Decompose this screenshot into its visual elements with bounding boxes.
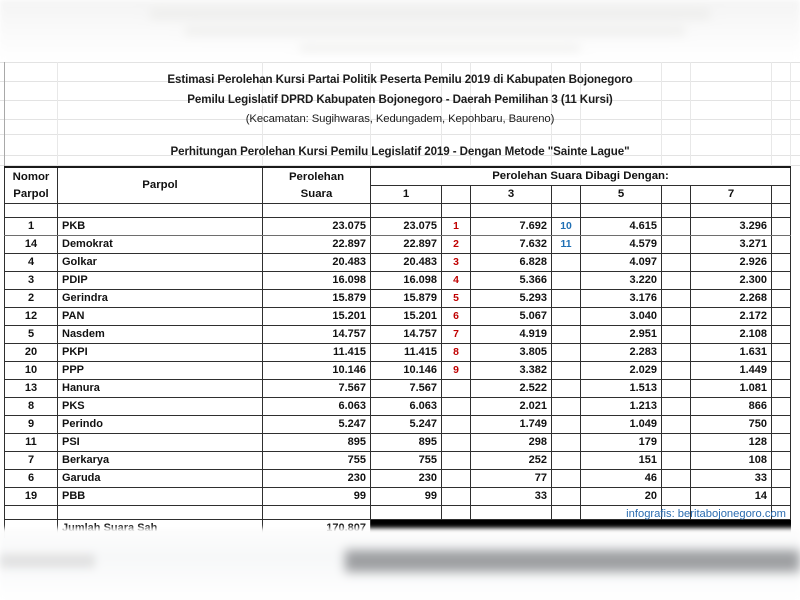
header-divisor-group: Perolehan Suara Dibagi Dengan: bbox=[371, 167, 791, 186]
cell-rank-1 bbox=[442, 398, 471, 416]
header-divisor-7: 7 bbox=[691, 186, 772, 204]
header-nomor-line2: Parpol bbox=[13, 187, 49, 200]
cell-perolehan-suara: 230 bbox=[263, 470, 371, 488]
header-divisor-3: 3 bbox=[471, 186, 552, 204]
cell-rank-3 bbox=[552, 452, 581, 470]
cell-rank-3 bbox=[552, 254, 581, 272]
cell-nomor-parpol: 6 bbox=[5, 470, 58, 488]
cell-divisor-7: 108 bbox=[691, 452, 772, 470]
header-nomor-parpol bbox=[5, 167, 58, 204]
cell-rank-1 bbox=[442, 488, 471, 506]
cell-divisor-7: 2.926 bbox=[691, 254, 772, 272]
cell-parpol-name: Garuda bbox=[58, 470, 263, 488]
cell-divisor-5: 3.220 bbox=[581, 272, 662, 290]
title-block bbox=[0, 62, 800, 166]
cell-perolehan-suara: 6.063 bbox=[263, 398, 371, 416]
cell-nomor-parpol: 4 bbox=[5, 254, 58, 272]
cell-nomor-parpol: 19 bbox=[5, 488, 58, 506]
title-line-4-method: Perhitungan Perolehan Kursi Pemilu Legislatif 2019 - Dengan Metode "Sainte Lague" bbox=[170, 145, 630, 158]
cell-divisor-1: 15.201 bbox=[371, 308, 442, 326]
seat-allocation-table bbox=[4, 166, 791, 538]
header-rank-col-3 bbox=[552, 186, 581, 204]
cell-rank-3 bbox=[552, 326, 581, 344]
header-perolehan-line1: Perolehan bbox=[288, 170, 345, 183]
cell-divisor-1: 99 bbox=[371, 488, 442, 506]
cell-rank-7 bbox=[772, 254, 791, 272]
spacer-cell bbox=[5, 204, 58, 218]
cell-divisor-7: 1.631 bbox=[691, 344, 772, 362]
cell-rank-7 bbox=[772, 272, 791, 290]
cell-rank-5 bbox=[662, 218, 691, 236]
seat-allocation-table-wrapper bbox=[4, 166, 791, 538]
cell-rank-7 bbox=[772, 452, 791, 470]
cell-rank-7 bbox=[772, 308, 791, 326]
cell-parpol-name: Demokrat bbox=[58, 236, 263, 254]
cell-divisor-3: 6.828 bbox=[471, 254, 552, 272]
cell-rank-3: 11 bbox=[552, 236, 581, 254]
cell-rank-7 bbox=[772, 344, 791, 362]
title-line-1: Estimasi Perolehan Kursi Partai Politik Peserta Pemilu 2019 di Kabupaten Bojonegoro bbox=[167, 73, 633, 86]
blurred-bottom-band bbox=[0, 528, 800, 600]
cell-divisor-1: 5.247 bbox=[371, 416, 442, 434]
cell-perolehan-suara: 5.247 bbox=[263, 416, 371, 434]
cell-divisor-3: 3.805 bbox=[471, 344, 552, 362]
cell-divisor-5: 1.213 bbox=[581, 398, 662, 416]
header-rank-col-7 bbox=[772, 186, 791, 204]
header-divisor-1: 1 bbox=[371, 186, 442, 204]
spacer-cell bbox=[371, 204, 442, 218]
cell-rank-3 bbox=[552, 344, 581, 362]
cell-parpol-name: PKB bbox=[58, 218, 263, 236]
cell-rank-3 bbox=[552, 416, 581, 434]
cell-rank-5 bbox=[662, 380, 691, 398]
cell-rank-5 bbox=[662, 488, 691, 506]
cell-rank-1: 1 bbox=[442, 218, 471, 236]
cell-parpol-name: Nasdem bbox=[58, 326, 263, 344]
cell-rank-1: 7 bbox=[442, 326, 471, 344]
cell-rank-1: 9 bbox=[442, 362, 471, 380]
cell-divisor-7: 2.268 bbox=[691, 290, 772, 308]
cell-rank-3 bbox=[552, 272, 581, 290]
header-perolehan-suara bbox=[263, 167, 371, 204]
cell-perolehan-suara: 14.757 bbox=[263, 326, 371, 344]
cell-parpol-name: Gerindra bbox=[58, 290, 263, 308]
cell-rank-5 bbox=[662, 398, 691, 416]
table-row bbox=[5, 290, 791, 308]
table-row bbox=[5, 452, 791, 470]
spacer-cell bbox=[552, 204, 581, 218]
cell-nomor-parpol: 5 bbox=[5, 326, 58, 344]
cell-parpol-name: PDIP bbox=[58, 272, 263, 290]
cell-nomor-parpol: 13 bbox=[5, 380, 58, 398]
cell-rank-1 bbox=[442, 380, 471, 398]
cell-divisor-5: 3.040 bbox=[581, 308, 662, 326]
cell-divisor-3: 7.692 bbox=[471, 218, 552, 236]
cell-rank-1: 8 bbox=[442, 344, 471, 362]
cell-divisor-1: 755 bbox=[371, 452, 442, 470]
cell-divisor-3: 3.382 bbox=[471, 362, 552, 380]
cell-divisor-5: 2.029 bbox=[581, 362, 662, 380]
cell-divisor-3: 33 bbox=[471, 488, 552, 506]
cell-rank-1: 2 bbox=[442, 236, 471, 254]
table-row bbox=[5, 344, 791, 362]
cell-divisor-1: 22.897 bbox=[371, 236, 442, 254]
spacer-row-top bbox=[5, 204, 791, 218]
cell-rank-7 bbox=[772, 218, 791, 236]
cell-rank-1: 6 bbox=[442, 308, 471, 326]
cell-divisor-3: 4.919 bbox=[471, 326, 552, 344]
cell-rank-1: 4 bbox=[442, 272, 471, 290]
spacer-cell bbox=[772, 204, 791, 218]
spacer-cell bbox=[442, 204, 471, 218]
cell-divisor-7: 3.271 bbox=[691, 236, 772, 254]
header-rank-col-1 bbox=[442, 186, 471, 204]
cell-nomor-parpol: 11 bbox=[5, 434, 58, 452]
cell-divisor-3: 7.632 bbox=[471, 236, 552, 254]
cell-divisor-3: 2.021 bbox=[471, 398, 552, 416]
cell-rank-7 bbox=[772, 470, 791, 488]
cell-divisor-1: 10.146 bbox=[371, 362, 442, 380]
cell-divisor-1: 895 bbox=[371, 434, 442, 452]
cell-divisor-5: 4.097 bbox=[581, 254, 662, 272]
cell-divisor-1: 23.075 bbox=[371, 218, 442, 236]
table-row bbox=[5, 254, 791, 272]
cell-rank-1: 3 bbox=[442, 254, 471, 272]
cell-divisor-3: 298 bbox=[471, 434, 552, 452]
cell-nomor-parpol: 12 bbox=[5, 308, 58, 326]
table-body bbox=[5, 204, 791, 538]
table-row bbox=[5, 326, 791, 344]
cell-divisor-7: 14 bbox=[691, 488, 772, 506]
cell-rank-7 bbox=[772, 326, 791, 344]
cell-rank-7 bbox=[772, 398, 791, 416]
header-parpol: Parpol bbox=[58, 167, 263, 204]
cell-divisor-3: 5.293 bbox=[471, 290, 552, 308]
cell-rank-5 bbox=[662, 452, 691, 470]
title-line-2: Pemilu Legislatif DPRD Kabupaten Bojonegoro - Daerah Pemilihan 3 (11 Kursi) bbox=[187, 93, 613, 106]
cell-divisor-7: 3.296 bbox=[691, 218, 772, 236]
cell-divisor-5: 46 bbox=[581, 470, 662, 488]
cell-nomor-parpol: 9 bbox=[5, 416, 58, 434]
cell-parpol-name: PAN bbox=[58, 308, 263, 326]
cell-rank-1 bbox=[442, 416, 471, 434]
cell-rank-5 bbox=[662, 416, 691, 434]
cell-rank-7 bbox=[772, 380, 791, 398]
blurred-top-band bbox=[0, 0, 800, 62]
cell-rank-1 bbox=[442, 452, 471, 470]
cell-divisor-3: 5.366 bbox=[471, 272, 552, 290]
cell-divisor-1: 6.063 bbox=[371, 398, 442, 416]
cell-divisor-1: 230 bbox=[371, 470, 442, 488]
table-row bbox=[5, 398, 791, 416]
table-row bbox=[5, 308, 791, 326]
table-row bbox=[5, 470, 791, 488]
cell-divisor-5: 179 bbox=[581, 434, 662, 452]
cell-perolehan-suara: 22.897 bbox=[263, 236, 371, 254]
cell-divisor-7: 2.172 bbox=[691, 308, 772, 326]
cell-divisor-7: 33 bbox=[691, 470, 772, 488]
cell-rank-5 bbox=[662, 344, 691, 362]
table-row bbox=[5, 434, 791, 452]
cell-rank-7 bbox=[772, 290, 791, 308]
cell-parpol-name: PBB bbox=[58, 488, 263, 506]
cell-rank-5 bbox=[662, 308, 691, 326]
spacer-cell bbox=[263, 204, 371, 218]
cell-nomor-parpol: 10 bbox=[5, 362, 58, 380]
cell-divisor-5: 2.283 bbox=[581, 344, 662, 362]
cell-divisor-5: 4.615 bbox=[581, 218, 662, 236]
cell-parpol-name: Perindo bbox=[58, 416, 263, 434]
cell-divisor-1: 16.098 bbox=[371, 272, 442, 290]
cell-parpol-name: Hanura bbox=[58, 380, 263, 398]
cell-rank-5 bbox=[662, 470, 691, 488]
header-divisor-5: 5 bbox=[581, 186, 662, 204]
cell-rank-3 bbox=[552, 290, 581, 308]
cell-divisor-5: 3.176 bbox=[581, 290, 662, 308]
cell-perolehan-suara: 895 bbox=[263, 434, 371, 452]
cell-rank-5 bbox=[662, 434, 691, 452]
cell-divisor-1: 11.415 bbox=[371, 344, 442, 362]
cell-nomor-parpol: 20 bbox=[5, 344, 58, 362]
cell-parpol-name: PSI bbox=[58, 434, 263, 452]
table-row bbox=[5, 380, 791, 398]
cell-rank-3 bbox=[552, 308, 581, 326]
cell-rank-7 bbox=[772, 488, 791, 506]
cell-perolehan-suara: 20.483 bbox=[263, 254, 371, 272]
cell-nomor-parpol: 14 bbox=[5, 236, 58, 254]
cell-rank-1 bbox=[442, 434, 471, 452]
table-row bbox=[5, 362, 791, 380]
cell-rank-3: 10 bbox=[552, 218, 581, 236]
cell-rank-5 bbox=[662, 326, 691, 344]
cell-parpol-name: Berkarya bbox=[58, 452, 263, 470]
cell-divisor-7: 750 bbox=[691, 416, 772, 434]
header-row-1 bbox=[5, 167, 791, 186]
cell-rank-3 bbox=[552, 434, 581, 452]
cell-divisor-5: 1.049 bbox=[581, 416, 662, 434]
cell-divisor-5: 151 bbox=[581, 452, 662, 470]
cell-divisor-3: 77 bbox=[471, 470, 552, 488]
cell-divisor-1: 15.879 bbox=[371, 290, 442, 308]
spacer-cell bbox=[581, 204, 662, 218]
cell-rank-7 bbox=[772, 362, 791, 380]
cell-divisor-1: 20.483 bbox=[371, 254, 442, 272]
cell-divisor-3: 252 bbox=[471, 452, 552, 470]
title-line-3-subdistricts: (Kecamatan: Sugihwaras, Kedungadem, Kepohbaru, Baureno) bbox=[245, 113, 555, 125]
cell-perolehan-suara: 11.415 bbox=[263, 344, 371, 362]
cell-rank-1: 5 bbox=[442, 290, 471, 308]
table-header bbox=[5, 167, 791, 204]
cell-divisor-7: 1.449 bbox=[691, 362, 772, 380]
cell-perolehan-suara: 755 bbox=[263, 452, 371, 470]
cell-divisor-5: 20 bbox=[581, 488, 662, 506]
cell-rank-3 bbox=[552, 470, 581, 488]
cell-perolehan-suara: 7.567 bbox=[263, 380, 371, 398]
cell-rank-5 bbox=[662, 362, 691, 380]
watermark-credit: infografis: beritabojonegoro.com bbox=[626, 508, 786, 520]
cell-rank-3 bbox=[552, 362, 581, 380]
cell-rank-7 bbox=[772, 236, 791, 254]
cell-rank-5 bbox=[662, 236, 691, 254]
header-perolehan-line2: Suara bbox=[300, 187, 333, 200]
cell-nomor-parpol: 8 bbox=[5, 398, 58, 416]
cell-parpol-name: Golkar bbox=[58, 254, 263, 272]
cell-perolehan-suara: 10.146 bbox=[263, 362, 371, 380]
cell-divisor-5: 4.579 bbox=[581, 236, 662, 254]
cell-divisor-7: 2.108 bbox=[691, 326, 772, 344]
table-row bbox=[5, 272, 791, 290]
cell-perolehan-suara: 23.075 bbox=[263, 218, 371, 236]
cell-rank-3 bbox=[552, 488, 581, 506]
cell-divisor-7: 866 bbox=[691, 398, 772, 416]
cell-divisor-5: 1.513 bbox=[581, 380, 662, 398]
table-row bbox=[5, 488, 791, 506]
cell-parpol-name: PKPI bbox=[58, 344, 263, 362]
spacer-cell bbox=[691, 204, 772, 218]
cell-divisor-7: 128 bbox=[691, 434, 772, 452]
table-row bbox=[5, 416, 791, 434]
spacer-cell bbox=[471, 204, 552, 218]
table-row bbox=[5, 236, 791, 254]
cell-rank-3 bbox=[552, 398, 581, 416]
table-row bbox=[5, 218, 791, 236]
cell-parpol-name: PKS bbox=[58, 398, 263, 416]
cell-rank-1 bbox=[442, 470, 471, 488]
cell-divisor-5: 2.951 bbox=[581, 326, 662, 344]
cell-nomor-parpol: 1 bbox=[5, 218, 58, 236]
cell-divisor-1: 7.567 bbox=[371, 380, 442, 398]
cell-perolehan-suara: 15.201 bbox=[263, 308, 371, 326]
spacer-cell bbox=[58, 204, 263, 218]
spacer-cell bbox=[662, 204, 691, 218]
cell-perolehan-suara: 99 bbox=[263, 488, 371, 506]
cell-divisor-7: 2.300 bbox=[691, 272, 772, 290]
cell-nomor-parpol: 3 bbox=[5, 272, 58, 290]
header-rank-col-5 bbox=[662, 186, 691, 204]
cell-divisor-3: 2.522 bbox=[471, 380, 552, 398]
header-nomor-line1: Nomor bbox=[12, 170, 50, 183]
cell-perolehan-suara: 16.098 bbox=[263, 272, 371, 290]
cell-rank-5 bbox=[662, 272, 691, 290]
cell-rank-7 bbox=[772, 434, 791, 452]
cell-rank-5 bbox=[662, 290, 691, 308]
cell-divisor-3: 5.067 bbox=[471, 308, 552, 326]
cell-rank-3 bbox=[552, 380, 581, 398]
cell-divisor-7: 1.081 bbox=[691, 380, 772, 398]
cell-nomor-parpol: 7 bbox=[5, 452, 58, 470]
cell-divisor-3: 1.749 bbox=[471, 416, 552, 434]
cell-perolehan-suara: 15.879 bbox=[263, 290, 371, 308]
cell-parpol-name: PPP bbox=[58, 362, 263, 380]
cell-rank-7 bbox=[772, 416, 791, 434]
cell-rank-5 bbox=[662, 254, 691, 272]
cell-nomor-parpol: 2 bbox=[5, 290, 58, 308]
cell-divisor-1: 14.757 bbox=[371, 326, 442, 344]
